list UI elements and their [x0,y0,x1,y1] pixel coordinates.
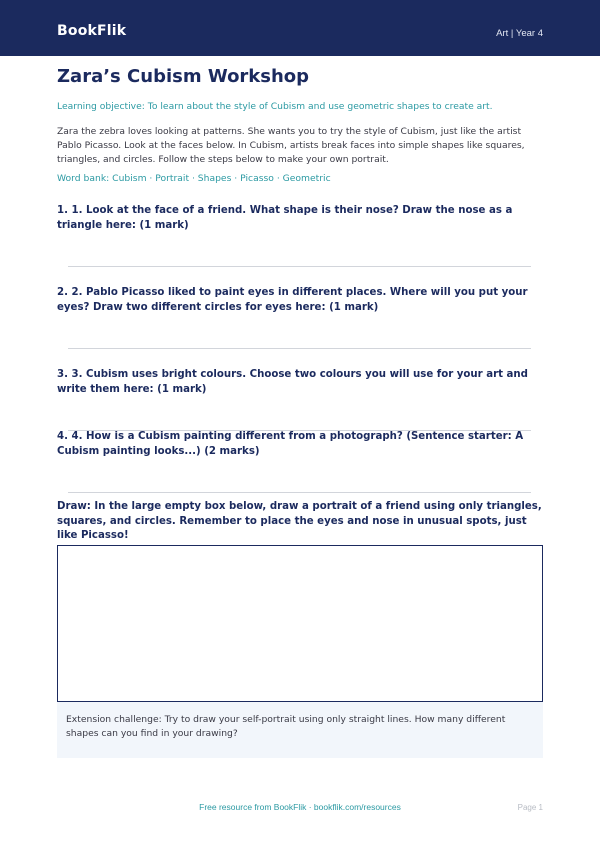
page-number: Page 1 [517,803,543,812]
page-header [0,0,600,56]
draw-instruction: Draw: In the large empty box below, draw a portrait of a friend using only triangles, squares, and circles. Remember to place the eyes and nose in unusual spots, just like Picasso! [57,501,542,541]
word-bank: Word bank: Cubism · Portrait · Shapes · Picasso · Geometric [57,173,331,184]
question-1: 1. 1. Look at the face of a friend. What shape is their nose? Draw the nose as a triangle here: (1 mark) [57,205,513,231]
footer-resource-link[interactable]: Free resource from BookFlik · bookflik.com/resources [199,802,401,812]
extension-text: Extension challenge: Try to draw your self-portrait using only straight lines. How many different shapes can you find in your drawing? [66,714,506,739]
answer-line-1[interactable] [68,266,531,267]
answer-line-2[interactable] [68,348,531,349]
answer-line-4[interactable] [68,492,531,493]
question-4: 4. 4. How is a Cubism painting different from a photograph? (Sentence starter: A Cubism painting looks...) (2 marks) [57,431,524,457]
brand-logo: BookFlik [57,23,127,39]
question-2: 2. 2. Pablo Picasso liked to paint eyes in different places. Where will you put your eyes? Draw two different circles for eyes here: (1 mark) [57,287,528,313]
question-3: 3. 3. Cubism uses bright colours. Choose two colours you will use for your art and write them here: (1 mark) [57,369,528,395]
page-title: Zara’s Cubism Workshop [57,66,310,87]
extension-challenge [57,702,543,758]
learning-objective: Learning objective: To learn about the style of Cubism and use geometric shapes to create art. [57,101,493,112]
intro-paragraph: Zara the zebra loves looking at patterns. She wants you to try the style of Cubism, just like the artist Pablo Picasso. Look at the faces below. In Cubism, artists break faces into simple shapes like squares, triangles, and circles. Follow the steps below to make your own portrait. [57,126,525,165]
subject-year-label: Art | Year 4 [496,28,543,39]
drawing-box[interactable] [57,545,543,702]
